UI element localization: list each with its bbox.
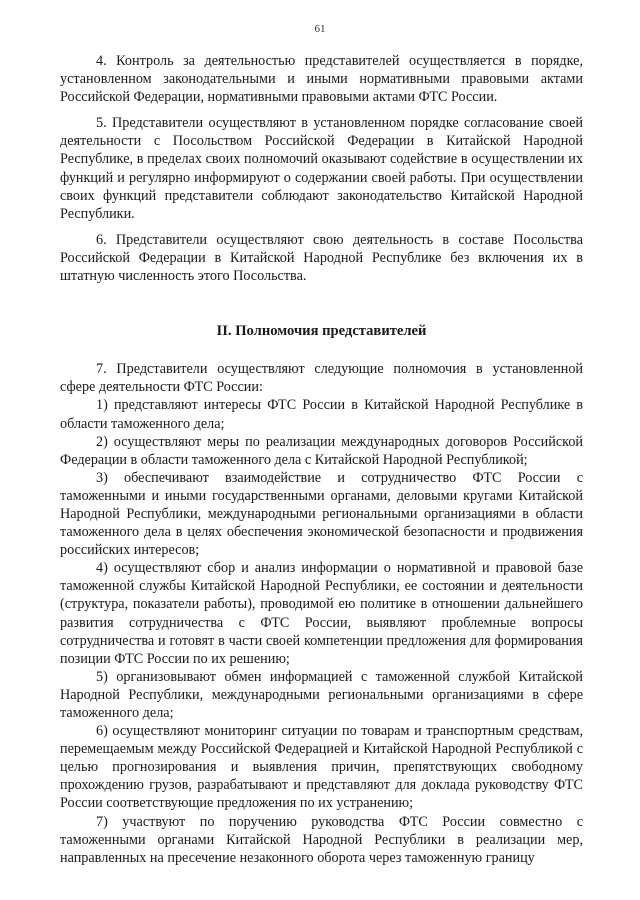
list-item-3: 3) обеспечивают взаимодействие и сотрудничество ФТС России с таможенными и иными государственными органами, деловыми кругами Китайской Народной Республики, международными региональными организациями в области таможенного дела в целях обеспечения экономической безопасности и продвижения российских интересов; (60, 469, 583, 559)
list-item-4: 4) осуществляют сбор и анализ информации о нормативной и правовой базе таможенной службы Китайской Народной Республики, ее состоянии и деятельности (структура, показатели работы), проводимой ею политике в отношении дальнейшего развития сотрудничества с ФТС России, выявляют проблемные вопросы сотрудничества и готовят в части своей компетенции предложения для формирования позиции ФТС России по их решению; (60, 560, 583, 667)
list-item-7: 7) участвуют по поручению руководства ФТС России совместно с таможенными органами Китайской Народной Республики в реализации мер, направленных на пресечение незаконного оборота через таможенную границу (60, 813, 583, 866)
page-number: 61 (314, 23, 326, 35)
list-item-6: 6) осуществляют мониторинг ситуации по товарам и транспортным средствам, перемещаемым между Российской Федерацией и Китайской Народной Республикой с целью прогнозирования и выявления причин, препятствующих свободному прохождению грузов, разрабатывают и представляют для доклада руководству ФТС России соответствующие предложения по их устранению; (60, 723, 583, 812)
list-item-2: 2) осуществляют меры по реализации международных договоров Российской Федерации в области таможенного дела с Китайской Народной Республикой; (60, 433, 583, 468)
list-item-5: 5) организовывают обмен информацией с таможенной службой Китайской Народной Республики, международными региональными организациями в сфере таможенного дела; (60, 668, 583, 721)
document-body (60, 52, 583, 867)
paragraph-6: 6. Представители осуществляют свою деятельность в составе Посольства Российской Федерации в Китайской Народной Республике без включения их в штатную численность этого Посольства. (60, 231, 583, 285)
paragraph-4: 4. Контроль за деятельностью представителей осуществляется в порядке, установленном законодательными и иными нормативными правовыми актами Российской Федерации, нормативными правовыми актами ФТС России. (60, 53, 583, 106)
section-heading: II. Полномочия представителей (216, 323, 427, 340)
paragraph-7: 7. Представители осуществляют следующие полномочия в установленной сфере деятельности ФТС России: (60, 361, 583, 396)
paragraph-5: 5. Представители осуществляют в установленном порядке согласование своей деятельности с Посольством Российской Федерации в Китайской Народной Республике, в пределах своих полномочий оказывают содействие в осуществлении их функций и регулярно информируют о содержании своей работы. При осуществлении своих функций представители соблюдают законодательство Китайской Народной Республики. (60, 115, 583, 222)
list-item-1: 1) представляют интересы ФТС России в Китайской Народной Республике в области таможенного дела; (60, 397, 583, 432)
